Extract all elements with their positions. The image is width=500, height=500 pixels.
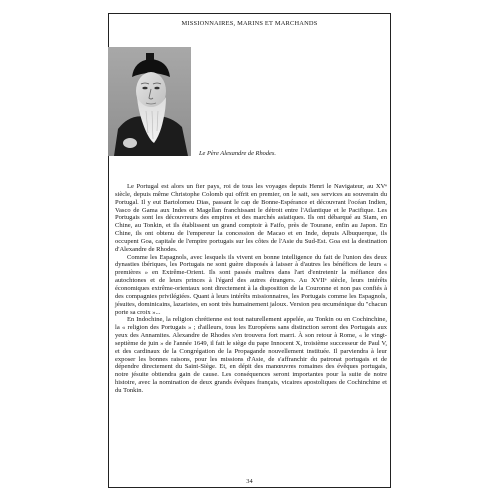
- body-text: [115, 183, 387, 395]
- running-head: MISSIONNAIRES, MARINS ET MARCHANDS: [181, 20, 318, 27]
- portrait-engraving: [108, 47, 191, 156]
- paragraph: En Indochine, la religion chrétienne est tout naturellement appelée, au Tonkin ou en Cochinchine, la « religion des Portugais » ; d'ailleurs, tous les Européens sans distinction seront des Portugais aux yeux des Annamites. Alexandre de Rhodes s'en trouvera fort marri. À son retour à Rome, « le vingt-septième de juin » de l'année 1649, il fait le siège du pape Innocent X, troisième successeur de Paul V, et des cardinaux de la Congrégation de la Propagande nouvellement instituée. Il parviendra à leur exposer les bonnes raisons, pour les missions d'Asie, de s'affranchir du patronat portugais et de dépendre directement du Saint-Siège. Et, en dépit des manœuvres romaines des évêques portugais, notre jésuite obtiendra gain de cause. Les conséquences seront importantes pour la suite de notre histoire, avec la nomination de deux grands évêques français, vicaires apostoliques de Cochinchine et du Tonkin.: [115, 316, 387, 394]
- page-number: 34: [246, 478, 253, 485]
- paragraph: Le Portugal est alors un fier pays, roi de tous les voyages depuis Henri le Navigateur, au XVᵉ siècle, depuis même Christophe Colomb qui offrit en premier, on le sait, ses services au souverain du Portugal. Il y eut Bartolomeu Dias, passant le cap de Bonne-Espérance et découvrant l'océan Indien, Vasco de Gama aux Indes et Magellan franchissant le détroit entre l'Atlantique et le Pacifique. Les Portugais sont les découvreurs des empires et des marchés asiatiques. Ils ont débarqué au Siam, en Chine, au Tonkin, et ils établissent un grand comptoir à Faifo, près de Tourane, enfin au Japon. En Chine, ils ont obtenu de l'empereur la concession de Macao et en Inde, depuis Albuquerque, ils occupent Goa, capitale de l'empire portugais sur les côtes de l'Asie du Sud-Est. Goa est la destination d'Alexandre de Rhodes.: [115, 183, 387, 253]
- figure-caption: Le Père Alexandre de Rhodes.: [199, 150, 276, 157]
- portrait-image: [108, 47, 191, 156]
- paragraph: Comme les Espagnols, avec lesquels ils vivent en bonne intelligence du fait de l'union des deux dynasties ibériques, les Portugais ne sont guère disposés à laisser à d'autres les bénéfices de leurs « premières » en Extrême-Orient. Ils sont passés maîtres dans l'art d'entretenir la méfiance des autochtones et de leurs princes à l'égard des autres étrangers. Au XVIIᵉ siècle, leurs intérêts économiques extrême-orientaux sont directement à la disposition de la Couronne et non pas confiés à des compagnies privilégiées. Quant à leurs intérêts missionnaires, les Portugais comme les Espagnols, jésuites, dominicains, lazaristes, en sont très humainement jaloux. Version peu œcuménique du "chacun porte sa croix »...: [115, 253, 387, 316]
